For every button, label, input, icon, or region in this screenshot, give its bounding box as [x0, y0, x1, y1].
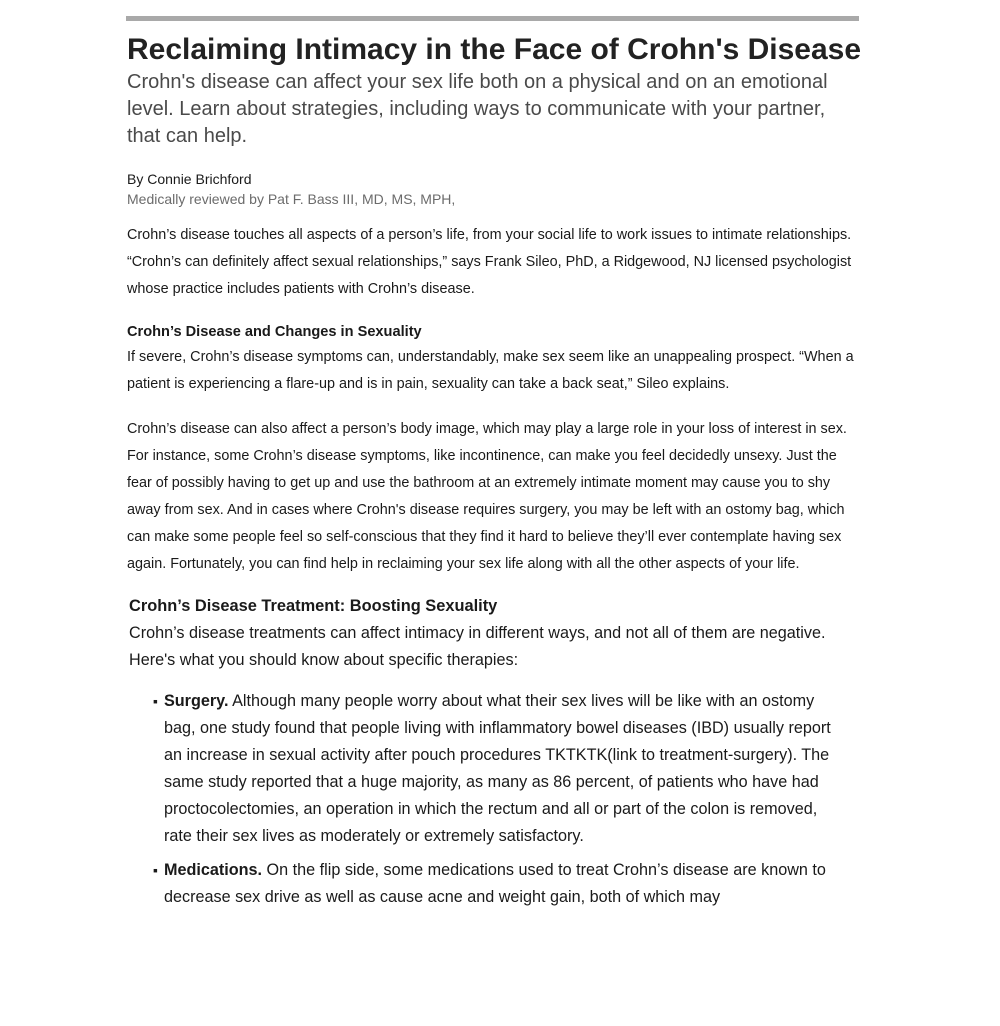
article [127, 32, 862, 918]
paragraph-body-image: Crohn’s disease can also affect a person’s body image, which may play a large role in your loss of interest in sex. For instance, some Crohn’s disease symptoms, like incontinence, can make you feel decidedly unsexy. Just the fear of possibly having to get up and use the bathroom at an extremely intimate moment may cause you to shy away from sex. And in cases where Crohn's disease requires surgery, you may be left with an ostomy bag, which can make some people feel so self-conscious that they find it hard to believe they’ll ever contemplate having sex again. Fortunately, you can find help in reclaiming your sex life along with all the other aspects of your life. [127, 421, 847, 572]
section-heading-sexuality-changes: Crohn’s Disease and Changes in Sexuality [127, 324, 422, 340]
paragraph-flare-up: If severe, Crohn’s disease symptoms can, understandably, make sex seem like an unappealing prospect. “When a patient is experiencing a flare-up and is in pain, sexuality can take a back seat,” Sileo explains. [127, 349, 854, 392]
list-item-term: Medications. [164, 861, 263, 879]
therapy-list [127, 688, 862, 911]
medical-reviewer: Medically reviewed by Pat F. Bass III, MD, MS, MPH, [127, 191, 456, 207]
intro-paragraph: Crohn’s disease touches all aspects of a person’s life, from your social life to work issues to intimate relationships. “Crohn’s can definitely affect sexual relationships,” says Frank Sileo, PhD, a Ridgewood, NJ licensed psychologist whose practice includes patients with Crohn’s disease. [127, 227, 852, 297]
section-heading-treatment: Crohn’s Disease Treatment: Boosting Sexuality [129, 597, 498, 615]
article-title: Reclaiming Intimacy in the Face of Crohn's Disease [127, 33, 862, 66]
list-item-text: On the flip side, some medications used to treat Crohn’s disease are known to decrease sex drive as well as cause acne and weight gain, both of which may [164, 861, 826, 906]
list-item-term: Surgery. [164, 692, 229, 710]
list-item [153, 857, 862, 911]
top-rule [126, 16, 859, 21]
bullet-icon: ▪ [153, 862, 158, 878]
bullet-icon: ▪ [153, 693, 158, 709]
article-subtitle: Crohn's disease can affect your sex life both on a physical and on an emotional level. Learn about strategies, including ways to communicate with your partner, that can help. [127, 71, 828, 147]
paragraph-treatments: Crohn’s disease treatments can affect intimacy in different ways, and not all of them are negative. Here's what you should know about specific therapies: [129, 624, 826, 669]
list-item-text: Although many people worry about what their sex lives will be like with an ostomy bag, one study found that people living with inflammatory bowel diseases (IBD) usually report an increase in sexual activity after pouch procedures TKTKTK(link to treatment-surgery). The same study reported that a huge majority, as many as 86 percent, of patients who have had proctocolectomies, an operation in which the rectum and all or part of the colon is removed, rate their sex lives as moderately or extremely satisfactory. [164, 692, 831, 845]
list-item [153, 688, 862, 850]
byline: By Connie Brichford [127, 171, 252, 187]
